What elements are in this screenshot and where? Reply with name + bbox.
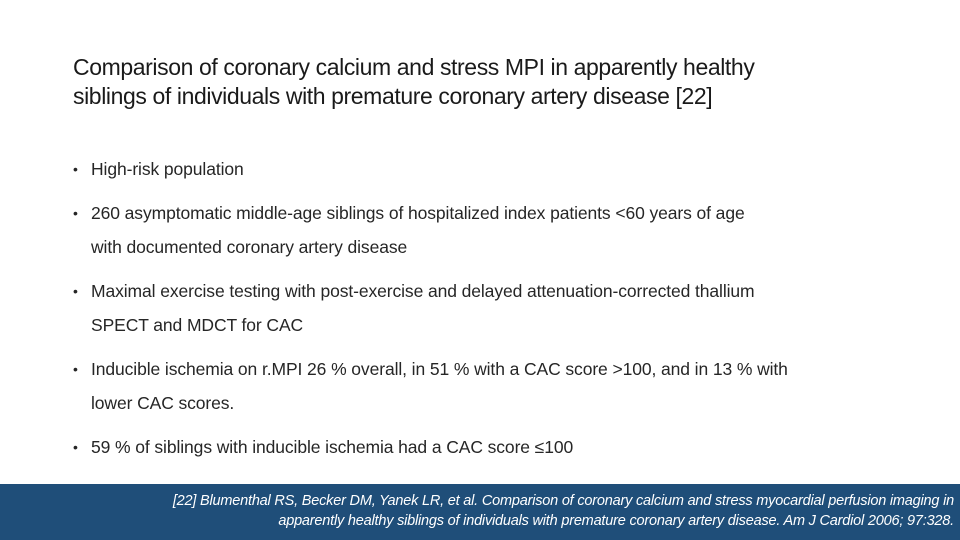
slide-title [73, 53, 933, 111]
bullet-item [73, 274, 933, 342]
title-line-1: Comparison of coronary calcium and stress MPI in apparently healthy [73, 54, 755, 80]
bullet-line: • Inducible ischemia on r.MPI 26 % overall, in 51 % with a CAC score >100, and in 13 % with [91, 359, 788, 379]
bullet-list [73, 152, 933, 474]
bullet-line: • High-risk population [91, 159, 244, 179]
bullet-line: • 59 % of siblings with inducible ischemia had a CAC score ≤100 [91, 437, 574, 457]
bullet-item [73, 152, 933, 186]
bullet-item [73, 196, 933, 264]
bullet-line: SPECT and MDCT for CAC [91, 315, 304, 335]
bullet-item [73, 352, 933, 420]
citation-line-1: [22] Blumenthal RS, Becker DM, Yanek LR, et al. Comparison of coronary calcium and stress myocardial perfusion imaging in [172, 493, 954, 509]
bullet-line: • Maximal exercise testing with post-exercise and delayed attenuation-corrected thallium [91, 281, 755, 301]
bullet-line: lower CAC scores. [91, 393, 235, 413]
footer-reference-bar [0, 484, 960, 540]
citation-line-2: apparently healthy siblings of individuals with premature coronary artery disease. Am J Cardiol 2006; 97:328. [278, 513, 954, 529]
title-line-2: siblings of individuals with premature coronary artery disease [22] [73, 83, 713, 109]
bullet-item [73, 430, 933, 464]
reference-citation [173, 491, 954, 531]
bullet-line: • 260 asymptomatic middle-age siblings of hospitalized index patients <60 years of age [91, 203, 745, 223]
bullet-line: with documented coronary artery disease [91, 237, 408, 257]
